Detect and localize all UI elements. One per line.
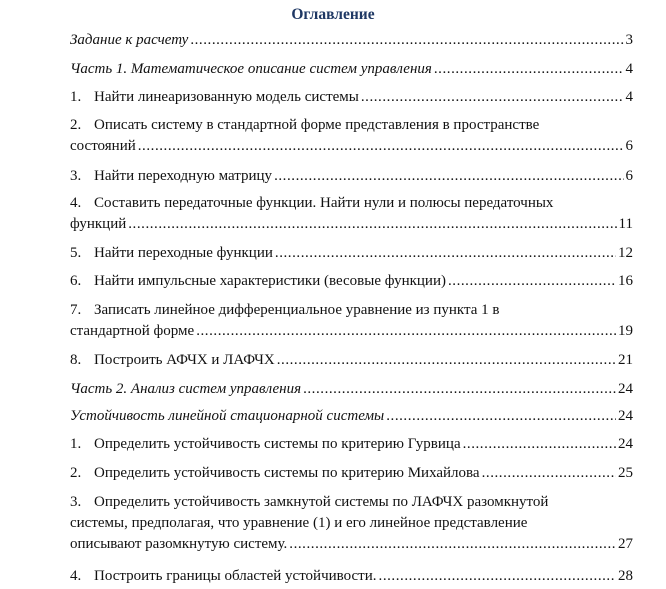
- toc-entry-title: Часть 1. Математическое описание систем управления: [70, 61, 432, 77]
- toc-page-number: 21: [618, 352, 633, 368]
- toc-page-number: 11: [618, 216, 633, 232]
- toc-entry-text: Описать систему в стандартной форме представления в пространстве: [94, 117, 540, 133]
- dot-leader: [277, 350, 616, 371]
- toc-entry-number: 4.: [70, 568, 82, 584]
- dot-leader: [482, 463, 616, 484]
- toc-entry-title: [70, 300, 499, 321]
- dot-leader: [275, 243, 616, 264]
- toc-entry-number: 3.: [70, 168, 82, 184]
- toc-entry[interactable]: [70, 492, 633, 555]
- toc-entry[interactable]: [70, 115, 633, 157]
- toc-entry-title: [70, 87, 359, 108]
- toc-entry-continuation: описывают разомкнутую систему.: [70, 536, 288, 552]
- toc-entry-text: Определить устойчивость системы по критерию Михайлова: [94, 465, 480, 481]
- toc-entry[interactable]: [70, 379, 633, 400]
- toc-entry[interactable]: [70, 30, 633, 51]
- dot-leader: [274, 166, 623, 187]
- toc-entry-number: 3.: [70, 494, 82, 510]
- toc-entry[interactable]: [70, 243, 633, 264]
- toc-entry-title: Задание к расчету: [70, 32, 189, 48]
- toc-entry[interactable]: [70, 350, 633, 371]
- dot-leader: [448, 271, 616, 292]
- toc-page-number: 28: [618, 568, 633, 584]
- dot-leader: [434, 59, 624, 80]
- toc-entry-text: Найти линеаризованную модель системы: [94, 89, 359, 105]
- toc-page-number: 4: [625, 89, 633, 105]
- toc-page-number: 4: [625, 61, 633, 77]
- toc-entry-number: 4.: [70, 195, 82, 211]
- dot-leader: [361, 87, 624, 108]
- toc-entry-number: 8.: [70, 352, 82, 368]
- toc-entry-title: [70, 350, 275, 371]
- toc-entry-text: Построить АФЧХ и ЛАФЧХ: [94, 352, 275, 368]
- toc-page-number: 19: [618, 323, 633, 339]
- toc-entry[interactable]: [70, 566, 633, 587]
- toc-entry-text: Записать линейное дифференциальное уравнение из пункта 1 в: [94, 302, 500, 318]
- dot-leader: [386, 406, 616, 427]
- toc-entry-number: 1.: [70, 436, 82, 452]
- toc-entry[interactable]: [70, 406, 633, 427]
- toc-page-number: 24: [618, 436, 633, 452]
- toc-entry[interactable]: [70, 434, 633, 455]
- dot-leader: [128, 214, 616, 235]
- toc-page-number: 27: [618, 536, 633, 552]
- toc-entry-title: [70, 434, 461, 455]
- dot-leader: [379, 566, 616, 587]
- toc-entry-continuation: системы, предполагая, что уравнение (1) и его линейное представление: [70, 515, 528, 531]
- dot-leader: [138, 136, 624, 157]
- toc-page-number: 25: [618, 465, 633, 481]
- toc-entry-number: 2.: [70, 465, 82, 481]
- toc-entry[interactable]: [70, 463, 633, 484]
- toc-page-number: 3: [625, 32, 633, 48]
- toc-entry[interactable]: [70, 300, 633, 342]
- toc-entry-title: [70, 115, 539, 136]
- toc-entry-text: Определить устойчивость системы по критерию Гурвица: [94, 436, 461, 452]
- toc-page-number: 16: [618, 273, 633, 289]
- toc-entry-continuation: стандартной форме: [70, 323, 195, 339]
- toc-entry[interactable]: [70, 271, 633, 292]
- toc-entry[interactable]: [70, 87, 633, 108]
- toc-entry-title: [70, 243, 273, 264]
- toc-entry-text: Найти переходную матрицу: [94, 168, 273, 184]
- dot-leader: [303, 379, 616, 400]
- toc-entry[interactable]: [70, 59, 633, 80]
- dot-leader: [196, 321, 616, 342]
- toc-entry-title: [70, 566, 377, 587]
- toc-page-number: 12: [618, 245, 633, 261]
- toc-entry-number: 6.: [70, 273, 82, 289]
- toc-entry-text: Составить передаточные функции. Найти нули и полюсы передаточных: [94, 195, 554, 211]
- toc-entry-text: Построить границы областей устойчивости.: [94, 568, 377, 584]
- toc-page-number: 24: [618, 381, 633, 397]
- toc-entry-title: [70, 492, 548, 513]
- toc-entry-text: Определить устойчивость замкнутой системы по ЛАФЧХ разомкнутой: [94, 494, 549, 510]
- toc-entry-text: Найти переходные функции: [94, 245, 273, 261]
- toc-entry-text: Найти импульсные характеристики (весовые функции): [94, 273, 446, 289]
- toc-entry[interactable]: [70, 193, 633, 235]
- toc-entry-title: [70, 463, 480, 484]
- toc-entry-title: Устойчивость линейной стационарной системы: [70, 408, 385, 424]
- toc-entry-title: [70, 271, 446, 292]
- toc-entry-title: Часть 2. Анализ систем управления: [70, 381, 302, 397]
- toc-entry-continuation: функций: [70, 216, 127, 232]
- toc-entry-title: [70, 166, 272, 187]
- toc-page-number: 6: [625, 168, 633, 184]
- dot-leader: [463, 434, 616, 455]
- toc-entry-continuation: состояний: [70, 138, 136, 154]
- toc-entry[interactable]: [70, 166, 633, 187]
- toc-page-number: 6: [625, 138, 633, 154]
- dot-leader: [190, 30, 623, 51]
- toc-entry-number: 2.: [70, 117, 82, 133]
- toc-page-number: 24: [618, 408, 633, 424]
- toc-entry-title: [70, 193, 553, 214]
- toc-title: Оглавление: [291, 6, 375, 23]
- dot-leader: [289, 534, 616, 555]
- toc-entry-number: 5.: [70, 245, 82, 261]
- toc-entry-number: 7.: [70, 302, 82, 318]
- toc-entry-number: 1.: [70, 89, 82, 105]
